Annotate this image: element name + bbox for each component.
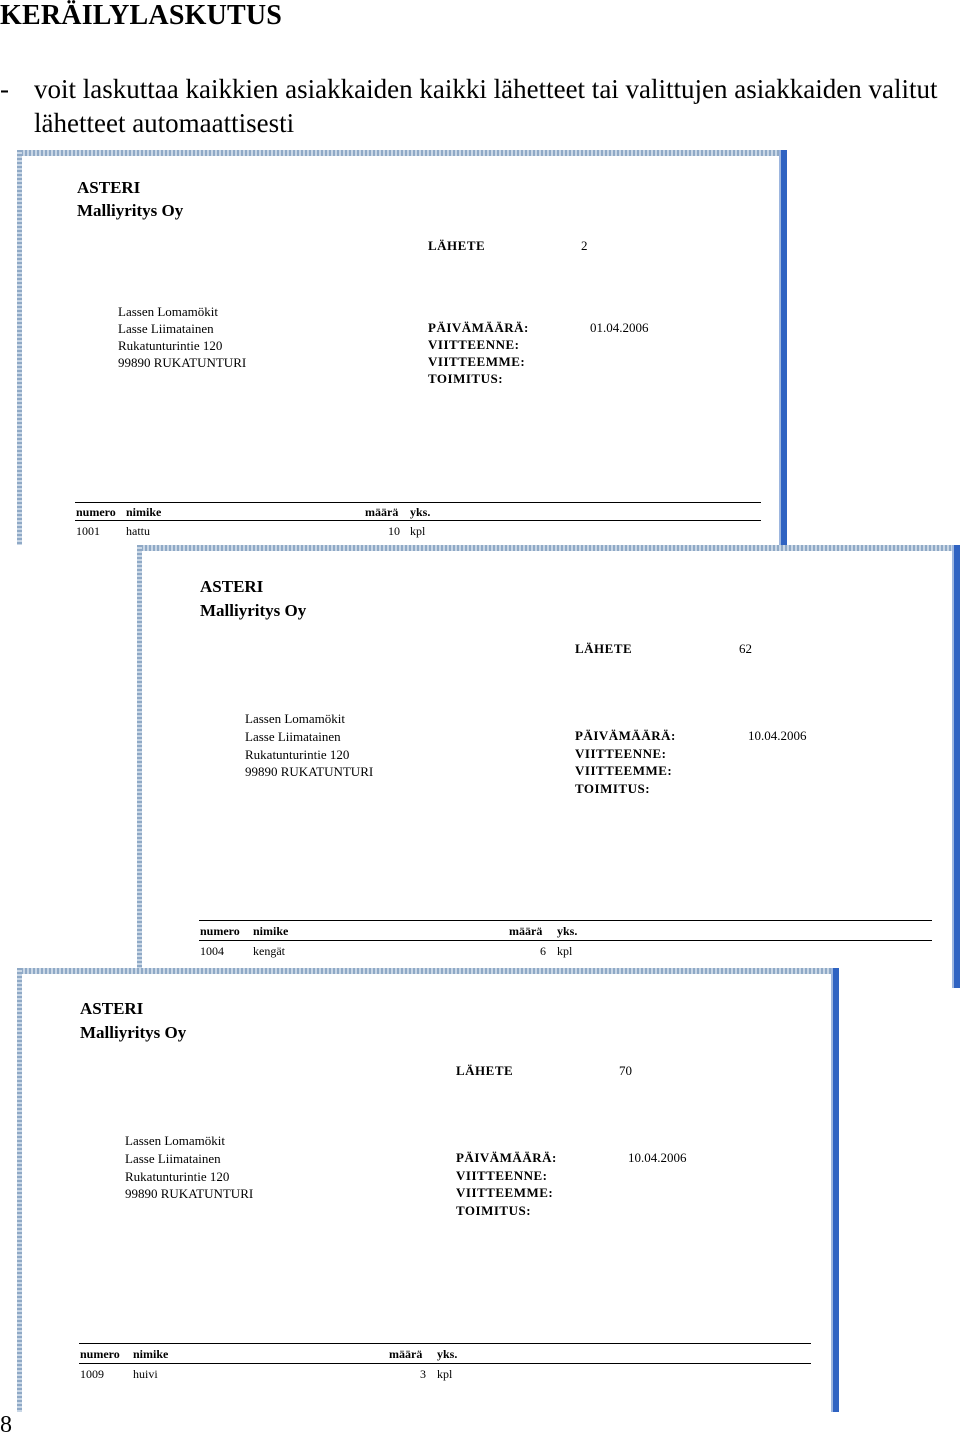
row-yks: kpl (557, 944, 573, 958)
viitteenne-label: VIITTEENNE: (575, 746, 667, 761)
table-rule-bottom (79, 1363, 811, 1364)
document-frame-left (17, 150, 22, 545)
document-frame-left (17, 968, 22, 1412)
lahete-label: LÄHETE (575, 641, 633, 656)
column-yks: yks. (437, 1347, 458, 1361)
document-frame-top (17, 968, 839, 974)
row-yks: kpl (410, 524, 426, 538)
company-name: ASTERI (200, 577, 264, 596)
column-numero: numero (200, 924, 240, 938)
table-rule-top (199, 920, 932, 921)
company-subname: Malliyritys Oy (77, 201, 184, 220)
row-nimike: huivi (133, 1367, 158, 1381)
row-maara: 3 (420, 1367, 426, 1381)
row-nimike: hattu (126, 524, 150, 538)
column-yks: yks. (557, 924, 578, 938)
company-name: ASTERI (80, 999, 144, 1018)
viitteemme-label: VIITTEEMME: (456, 1185, 554, 1200)
page-title: KERÄILYLASKUTUS (0, 0, 283, 31)
table-rule-bottom (199, 940, 932, 941)
row-yks: kpl (437, 1367, 453, 1381)
company-subname: Malliyritys Oy (80, 1023, 187, 1042)
column-maara: määrä (389, 1347, 423, 1361)
viitteenne-label: VIITTEENNE: (456, 1168, 548, 1183)
address-line-4: 99890 RUKATUNTURI (118, 355, 247, 370)
address-line-4: 99890 RUKATUNTURI (125, 1186, 254, 1201)
toimitus-label: TOIMITUS: (575, 781, 651, 796)
column-yks: yks. (410, 505, 431, 519)
address-line-2: Lasse Liimatainen (245, 729, 341, 744)
address-line-3: Rukatunturintie 120 (245, 747, 350, 762)
document-frame-right (954, 545, 960, 988)
address-line-1: Lassen Lomamökit (125, 1133, 226, 1148)
toimitus-label: TOIMITUS: (456, 1203, 532, 1218)
row-maara: 6 (540, 944, 546, 958)
document-frame-right (833, 968, 839, 1412)
paivamaara-value: 01.04.2006 (590, 320, 649, 335)
toimitus-label: TOIMITUS: (428, 371, 504, 386)
column-nimike: nimike (126, 505, 162, 519)
address-line-3: Rukatunturintie 120 (125, 1169, 230, 1184)
row-nimike: kengät (253, 944, 285, 958)
row-numero: 1004 (200, 944, 224, 958)
column-nimike: nimike (133, 1347, 169, 1361)
table-rule-top (75, 502, 761, 503)
table-rule-top (79, 1343, 811, 1344)
document-frame-top (17, 150, 787, 156)
address-line-2: Lasse Liimatainen (118, 321, 214, 336)
viitteemme-label: VIITTEEMME: (428, 354, 526, 369)
lahete-number: 2 (581, 238, 588, 253)
table-rule-bottom (75, 520, 761, 521)
bullet-dash: - (0, 74, 9, 104)
address-line-1: Lassen Lomamökit (245, 711, 346, 726)
paivamaara-label: PÄIVÄMÄÄRÄ: (575, 728, 676, 743)
paivamaara-label: PÄIVÄMÄÄRÄ: (456, 1150, 557, 1165)
column-maara: määrä (365, 505, 399, 519)
column-numero: numero (76, 505, 116, 519)
document-frame-top (137, 545, 960, 551)
lahete-label: LÄHETE (428, 238, 486, 253)
lahete-document-2 (137, 545, 960, 988)
row-maara: 10 (388, 524, 400, 538)
viitteemme-label: VIITTEEMME: (575, 763, 673, 778)
column-numero: numero (80, 1347, 120, 1361)
address-line-2: Lasse Liimatainen (125, 1151, 221, 1166)
row-numero: 1009 (80, 1367, 104, 1381)
address-line-4: 99890 RUKATUNTURI (245, 764, 374, 779)
column-nimike: nimike (253, 924, 289, 938)
lahete-document-1 (17, 150, 787, 545)
document-frame-right (781, 150, 787, 545)
row-numero: 1001 (76, 524, 100, 538)
company-subname: Malliyritys Oy (200, 601, 307, 620)
paivamaara-value: 10.04.2006 (628, 1150, 687, 1165)
lahete-number: 70 (619, 1063, 632, 1078)
document-frame-left (137, 545, 142, 988)
bullet-text: voit laskuttaa kaikkien asiakkaiden kaikki lähetteet tai valittujen asiakkaiden valitut lähetteet automaattisesti (34, 74, 938, 138)
lahete-number: 62 (739, 641, 752, 656)
viitteenne-label: VIITTEENNE: (428, 337, 520, 352)
paivamaara-value: 10.04.2006 (748, 728, 807, 743)
paivamaara-label: PÄIVÄMÄÄRÄ: (428, 320, 529, 335)
page-number: 8 (0, 1412, 12, 1438)
column-maara: määrä (509, 924, 543, 938)
address-line-3: Rukatunturintie 120 (118, 338, 223, 353)
lahete-label: LÄHETE (456, 1063, 514, 1078)
company-name: ASTERI (77, 178, 141, 197)
address-line-1: Lassen Lomamökit (118, 304, 219, 319)
lahete-document-3 (17, 968, 839, 1412)
